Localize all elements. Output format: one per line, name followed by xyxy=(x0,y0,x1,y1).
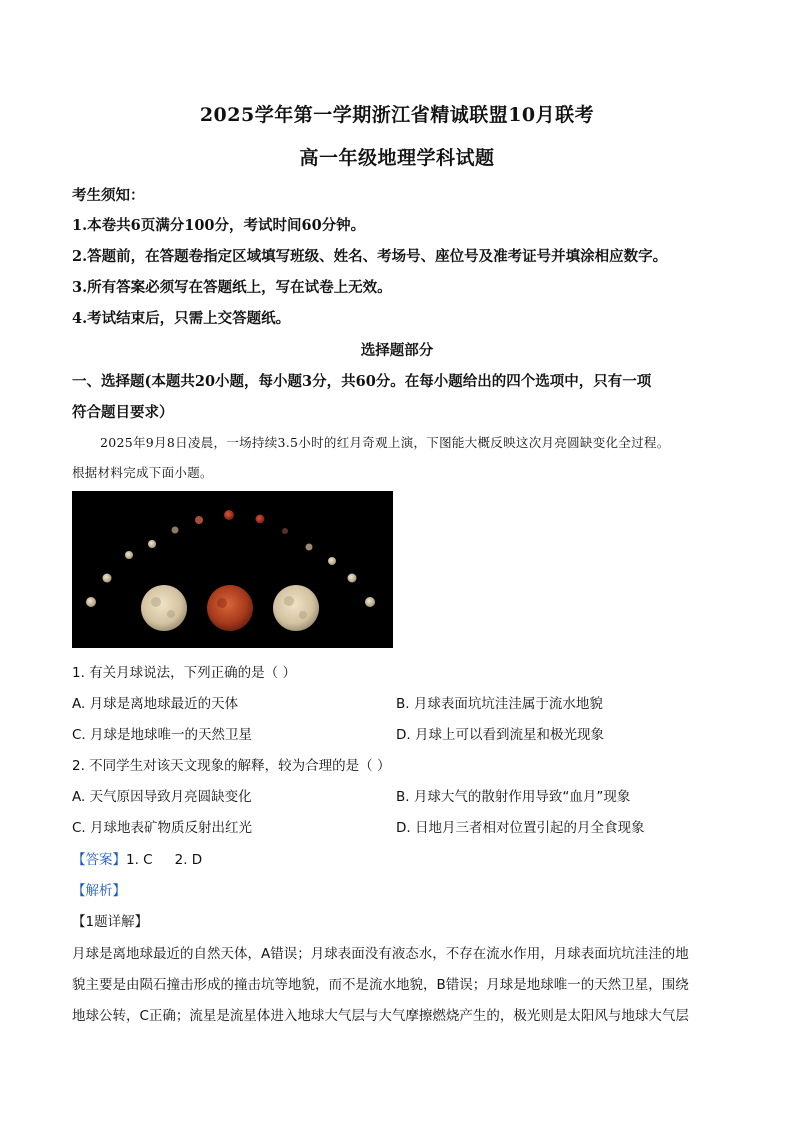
question-2-stem: 2. 不同学生对该天文现象的解释，较为合理的是（ ） xyxy=(72,758,391,774)
section-title: 选择题部分 xyxy=(360,342,434,359)
lunar-eclipse-photo xyxy=(72,491,393,648)
section-instruction-2: 符合题目要求） xyxy=(72,404,174,421)
notice-heading: 考生须知： xyxy=(72,187,145,204)
question-1-option-a: A. 月球是离地球最近的天体 xyxy=(72,696,239,712)
analysis-label: 【解析】 xyxy=(72,883,126,899)
question-2-option-b: B. 月球大气的散射作用导致“血月”现象 xyxy=(396,789,631,805)
exam-subtitle: 高一年级地理学科试题 xyxy=(299,147,495,169)
answer-line xyxy=(72,848,202,868)
lunar-eclipse-sequence-icon xyxy=(72,491,393,648)
notice-item-4: 4.考试结束后，只需上交答题纸。 xyxy=(72,310,291,327)
analysis-detail-label: 【1题详解】 xyxy=(72,914,149,930)
analysis-line-2: 貌主要是由陨石撞击形成的撞击坑等地貌，而不是流水地貌，B错误；月球是地球唯一的天然卫星，围绕 xyxy=(72,977,689,993)
notice-item-1: 1.本卷共6页满分100分，考试时间60分钟。 xyxy=(72,217,366,234)
section-instruction-1: 一、选择题(本题共20小题，每小题3分，共60分。在每小题给出的四个选项中，只有一项 xyxy=(72,373,652,390)
question-2-option-d: D. 日地月三者相对位置引起的月全食现象 xyxy=(396,820,645,836)
material-text-1: 2025年9月8日凌晨，一场持续3.5小时的红月奇观上演，下图能大概反映这次月亮圆缺变化全过程。 xyxy=(100,435,670,450)
analysis-line-3: 地球公转，C正确；流星是流星体进入地球大气层与大气摩擦燃烧产生的，极光则是太阳风与地球大气层 xyxy=(72,1008,689,1024)
notice-item-2: 2.答题前，在答题卷指定区域填写班级、姓名、考场号、座位号及准考证号并填涂相应数字。 xyxy=(72,248,668,265)
question-2-option-a: A. 天气原因导致月亮圆缺变化 xyxy=(72,789,252,805)
answer-q2: 2. D xyxy=(174,852,203,868)
question-1-option-b: B. 月球表面坑坑洼洼属于流水地貌 xyxy=(396,696,603,712)
answer-q1: 1. C xyxy=(126,852,153,868)
material-text-2: 根据材料完成下面小题。 xyxy=(72,465,213,480)
question-1-stem: 1. 有关月球说法，下列正确的是（ ） xyxy=(72,665,296,681)
question-2-option-c: C. 月球地表矿物质反射出红光 xyxy=(72,820,253,836)
answer-label: 【答案】 xyxy=(72,852,126,868)
question-1-option-c: C. 月球是地球唯一的天然卫星 xyxy=(72,727,253,743)
notice-item-3: 3.所有答案必须写在答题纸上，写在试卷上无效。 xyxy=(72,279,392,296)
question-1-option-d: D. 月球上可以看到流星和极光现象 xyxy=(396,727,604,743)
analysis-line-1: 月球是离地球最近的自然天体，A错误；月球表面没有液态水，不存在流水作用，月球表面坑坑洼洼的地 xyxy=(72,946,689,962)
exam-title: 2025学年第一学期浙江省精诚联盟10月联考 xyxy=(199,104,595,126)
